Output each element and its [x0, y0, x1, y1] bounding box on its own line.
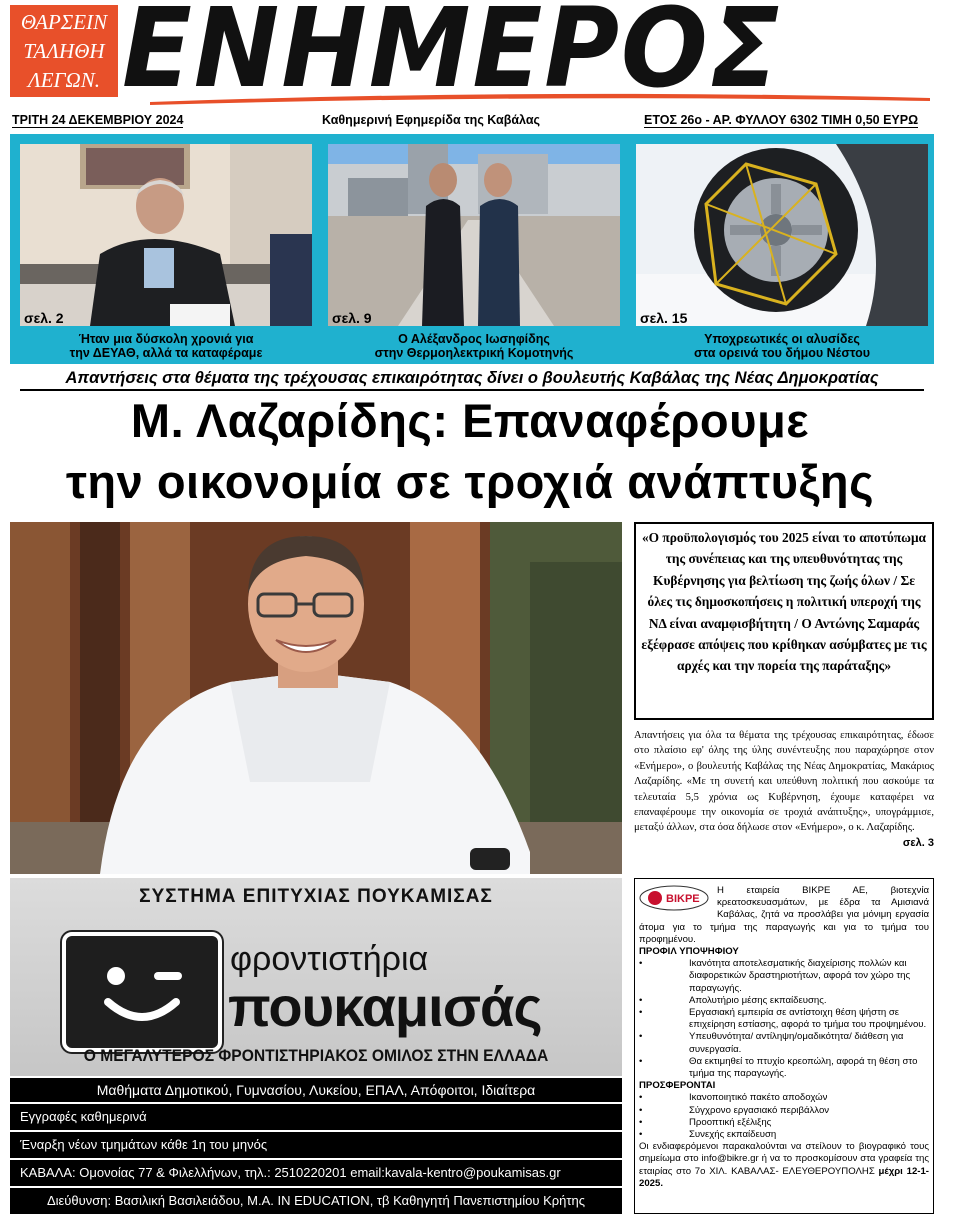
lead-page-ref: σελ. 3 — [902, 836, 934, 849]
poukamisas-ad[interactable] — [10, 878, 622, 1214]
masthead-motto — [10, 5, 118, 97]
pull-quote-box: «Ο προϋπολογισμός του 2025 είναι το αποτύπωμα της συνέπειας και της υπευθυνότητας της Κυβέρνησης για βελτίωση της ζωής όλων / Σε όλες τις δημοσκοπήσεις η πολιτική υπεροχή της ΝΔ είναι αναμφισβήτητη / Ο Αντώνης Σαμαράς εξέφρασε απόψεις που κρίθηκαν ασύμβατες με τις αρχές και την πορεία της παράταξης» — [634, 522, 934, 720]
top-story-3[interactable] — [636, 144, 928, 362]
story-caption — [636, 332, 928, 360]
ad-brand-name: πουκαμισάς — [228, 975, 542, 1038]
ad-enrollment: Εγγραφές καθημερινά — [10, 1104, 622, 1130]
caption-line: Ο Αλέξανδρος Ιωσηφίδης — [398, 332, 550, 346]
job-deadline: μέχρι 12-1-2025. — [639, 1165, 930, 1189]
caption-line: Ήταν μια δύσκολη χρονιά για — [78, 332, 254, 346]
newspaper-subtitle: Καθημερινή Εφημερίδα της Καβάλας — [322, 113, 541, 127]
top-story-1[interactable] — [20, 144, 312, 362]
ad-group-slogan: Ο ΜΕΓΑΛΥΤΕΡΟΣ ΦΡΟΝΤΙΣΤΗΡΙΑΚΟΣ ΟΜΙΛΟΣ ΣΤΗΝ ΕΛΛΑΔΑ — [83, 1046, 549, 1065]
main-headline-line2[interactable]: την οικονομία σε τροχιά ανάπτυξης — [65, 455, 875, 508]
job-profile-title: ΠΡΟΦΙΛ ΥΠΟΨΗΦΙΟΥ — [639, 946, 739, 958]
list-item: • Σύγχρονο εργασιακό περιβάλλον — [639, 1104, 830, 1116]
motto-line: ΤΑΛΗΘΗ — [23, 39, 105, 63]
job-closing-text: Οι ενδιαφερόμενοι παρακαλούνται να στείλουν το βιογραφικό τους σημείωμα στο info@bikre.gr ή να το προσκομίσουν στα γραφεία της εταιρίας στο 7ο ΧΙΛ. ΚΑΒΑΛΑΣ- ΕΛΕΥΘΕΡΟΥΠΟΛΗΣ — [639, 1141, 929, 1177]
list-item: • Απολυτήριο μέσης εκπαίδευσης. — [639, 994, 827, 1006]
ad-frontistiria-text: φροντιστήρια — [230, 940, 429, 978]
issue-info: ΕΤΟΣ 26ο - ΑΡ. ΦΥΛΛΟΥ 6302 ΤΙΜΗ 0,50 ΕΥΡΩ — [644, 113, 919, 127]
caption-line: στην Θερμοηλεκτρική Κομοτηνής — [374, 346, 574, 360]
list-item: • Προοπτική εξέλιξης — [639, 1116, 772, 1128]
list-item: • Ικανοποιητικό πακέτο αποδοχών — [639, 1092, 828, 1104]
list-item: • Ικανότητα αποτελεσματικής διαχείρισης πολλών και διαφορετικών δραστηριοτήτων, αφορά τον χώρο της παραγωγής. — [639, 958, 911, 994]
caption-line: Υποχρεωτικές οι αλυσίδες — [704, 332, 860, 346]
story-page-ref: σελ. 9 — [332, 310, 372, 326]
ad-system-title: ΣΥΣΤΗΜΑ ΕΠΙΤΥΧΙΑΣ ΠΟΥΚΑΜΙΣΑΣ — [139, 886, 493, 907]
issue-date: ΤΡΙΤΗ 24 ΔΕΚΕΜΒΡΙΟΥ 2024 — [12, 113, 184, 127]
masthead-swoosh — [150, 92, 930, 106]
story-caption — [328, 332, 620, 360]
lead-body-text: Απαντήσεις για όλα τα θέματα της τρέχουσας επικαιρότητας, έδωσε στο πλαίσιο εφ' όλης της ύλης συνέντευξης που παραχώρησε στον «Ενήμερο», ο βουλευτής Καβάλας της Νέας Δημοκρατίας, Μακάριος Λαζαρίδης. «Με τη συνετή και υπεύθυνη πολιτική που ασκούμε τα τελευταία 5,5 χρόνια ως Κυβέρνηση, έχουμε καταφέρει να επαναφέρουμε την οικονομία σε τροχιά ανάπτυξης», υπογράμμισε, μεταξύ άλλων, στα όσα δήλωσε στον «Ενήμερο», ο κ. Λαζαρίδης. — [634, 730, 934, 834]
ad-address: ΚΑΒΑΛΑ: Ομονοίας 77 & Φιλελλήνων, τηλ.: 2510220201 email:kavala-kentro@poukamisas.gr — [10, 1160, 622, 1186]
bikre-job-ad[interactable] — [634, 878, 934, 1214]
list-item: • Συνεχής εκπαίδευση — [639, 1129, 777, 1141]
job-closing — [639, 1141, 929, 1190]
motto-line: ΘΑΡΣΕΙΝ — [20, 10, 108, 34]
story-page-ref: σελ. 2 — [24, 310, 64, 326]
list-item: • Εργασιακή εμπειρία σε αντίστοιχη θέση ψήστη σε επιχείρηση εστίασης, αφορά το τμήμα του προψημένου. — [639, 1007, 927, 1031]
ad-banner — [10, 878, 622, 1076]
bikre-logo-text: ΒΙΚΡΕ — [666, 893, 700, 905]
main-headline-line1[interactable]: Μ. Λαζαρίδης: Επαναφέρουμε — [130, 394, 810, 447]
wink-smiley-logo-icon — [62, 932, 222, 1052]
story-photo-power-plant — [328, 144, 620, 326]
lead-photo-mp — [10, 522, 622, 874]
job-offer-title: ΠΡΟΣΦΕΡΟΝΤΑΙ — [639, 1080, 716, 1092]
caption-line: στα ορεινά του δήμου Νέστου — [693, 346, 871, 360]
top-story-2[interactable] — [328, 144, 620, 362]
story-photo-office — [20, 144, 312, 326]
bikre-logo-icon — [639, 885, 709, 911]
list-item: • Θα εκτιμηθεί το πτυχίο κρεοπώλη, αφορά τη θέση στο τμήμα της παραγωγής. — [639, 1055, 918, 1080]
story-photo-snow-chains — [636, 144, 928, 326]
headline-kicker: Απαντήσεις στα θέματα της τρέχουσας επικαιρότητας δίνει ο βουλευτής Καβάλας της Νέας Δημοκρατίας — [20, 369, 924, 391]
ad-director: Διεύθυνση: Βασιλική Βασιλειάδου, Μ.Α. IN EDUCATION, τβ Καθηγητή Πανεπιστημίου Κρήτης — [10, 1188, 622, 1214]
story-caption — [20, 332, 312, 360]
lead-article-body[interactable] — [634, 728, 934, 851]
list-item: • Υπευθυνότητα/ αντίληψη/ομαδικότητα/ διάθεση για συνεργασία. — [639, 1031, 904, 1055]
ad-courses: Μαθήματα Δημοτικού, Γυμνασίου, Λυκείου, ΕΠΑΛ, Απόφοιτοι, Ιδιαίτερα — [10, 1078, 622, 1102]
motto-line: ΛΕΓΩΝ. — [28, 68, 100, 92]
newspaper-title: ΕΝΗΜΕΡΟΣ — [122, 0, 782, 112]
ad-new-classes: Έναρξη νέων τμημάτων κάθε 1η του μηνός — [10, 1132, 622, 1158]
job-intro: Η εταιρεία ΒΙΚΡΕ ΑΕ, βιοτεχνία κρεατοσκευασμάτων, με έδρα τα Αμισιανά Καβάλας, ζητά να προσλάβει για μόνιμη εργασία άτομα για το τμήμα της παραγωγής και για το τμήμα του προφημένου. — [639, 885, 929, 945]
caption-line: την ΔΕΥΑΘ, αλλά τα καταφέραμε — [69, 346, 263, 360]
story-page-ref: σελ. 15 — [640, 310, 688, 326]
